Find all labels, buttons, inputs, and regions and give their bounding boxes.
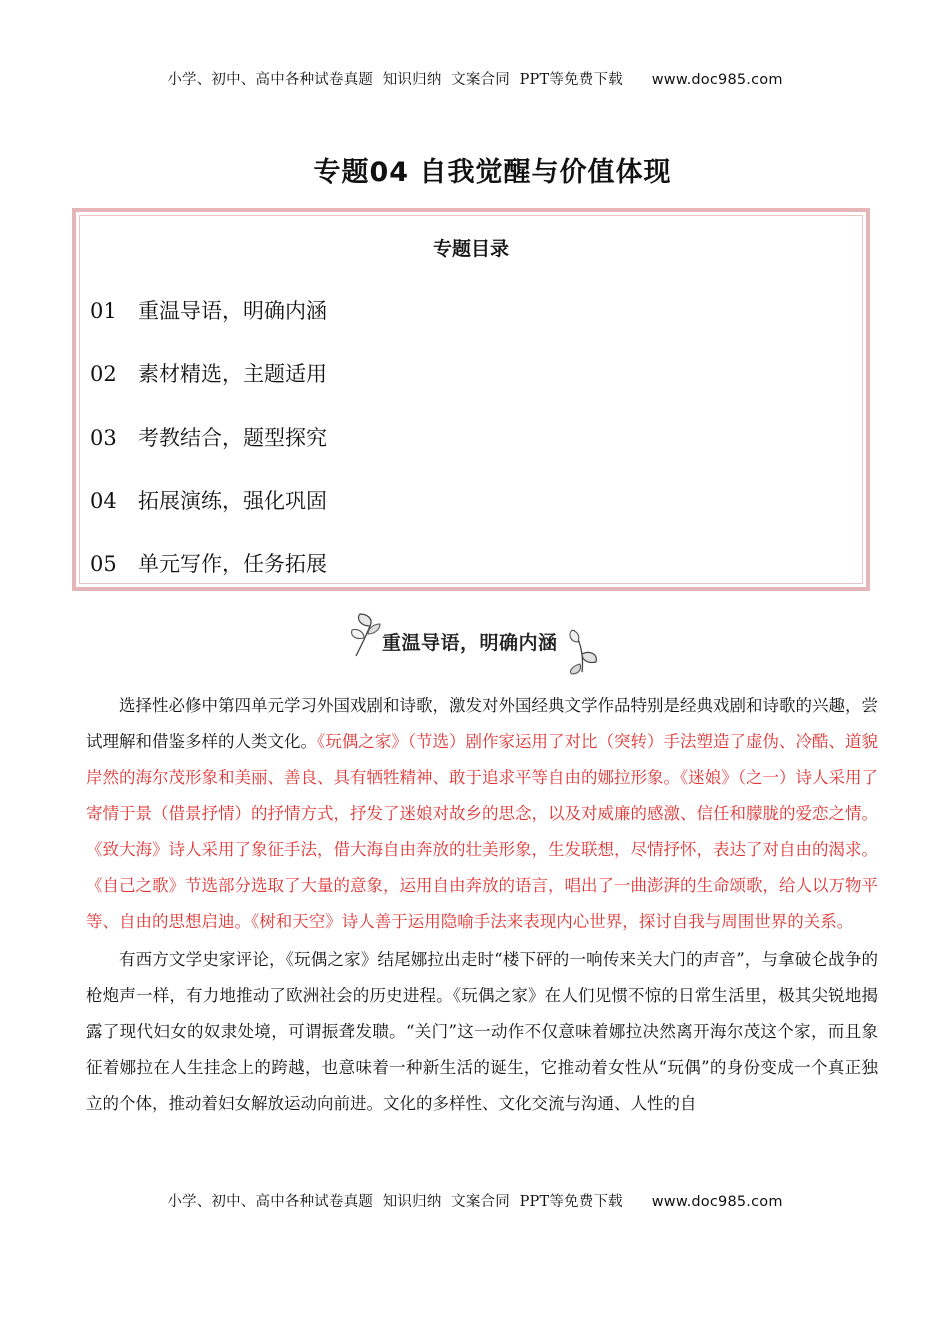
paragraph-highlight-text: 《玩偶之家》（节选）剧作家运用了对比（突转）手法塑造了虚伪、冷酷、道貌岸然的海尔茂形象和美丽、善良、具有牺牲精神、敢于追求平等自由的娜拉形象。《迷娘》（之一）诗人采用了寄情于景（借景抒情）的抒情方式，抒发了迷娘对故乡的思念，以及对威廉的感激、信任和朦胧的爱恋之情。《致大海》诗人采用了象征手法，借大海自由奔放的壮美形象，生发联想，尽情抒怀，表达了对自由的渴求。《自己之歌》节选部分选取了大量的意象，运用自由奔放的语言，唱出了一曲澎湃的生命颂歌，给人以万物平等、自由的思想启迪。《树和天空》诗人善于运用隐喻手法来表现内心世界，探讨自我与周围世界的关系。 xyxy=(86,732,878,931)
paragraph-analysis: 有西方文学史家评论，《玩偶之家》结尾娜拉出走时“楼下砰的一响传来关大门的声音”，与拿破仑战争的枪炮声一样，有力地推动了欧洲社会的历史进程。《玩偶之家》在人们见惯不惊的日常生活里，极其尖锐地揭露了现代妇女的奴隶处境，可谓振聋发聩。“关门”这一动作不仅意味着娜拉决然离开海尔茂这个家，而且象征着娜拉在人生挂念上的跨越，也意味着一种新生活的诞生，它推动着女性从“玩偶”的身份变成一个真正独立的个体，推动着妇女解放运动向前进。文化的多样性、文化交流与沟通、人性的自 xyxy=(86,950,878,1113)
section-banner-label: 重温导语，明确内涵 xyxy=(382,632,558,654)
flower-right-icon xyxy=(566,624,606,676)
page-title: 专题04 自我觉醒与价值体现 xyxy=(313,157,672,188)
toc-item-label: 单元写作，任务拓展 xyxy=(138,552,327,576)
toc-item-number: 05 xyxy=(90,552,117,576)
main-content xyxy=(86,688,878,1124)
toc-item-number: 02 xyxy=(90,362,117,386)
toc-item-05[interactable] xyxy=(90,549,327,579)
toc-heading: 专题目录 xyxy=(432,238,509,260)
section-banner xyxy=(348,610,608,670)
paragraph-intro xyxy=(86,688,878,940)
toc-item-number: 03 xyxy=(90,426,117,450)
footer-site-link[interactable]: www.doc985.com xyxy=(651,1194,783,1210)
header-text: 小学、初中、高中各种试卷真题 知识归纳 文案合同 PPT等免费下载 xyxy=(167,72,623,88)
toc-item-label: 素材精选，主题适用 xyxy=(138,362,327,386)
toc-item-03[interactable] xyxy=(90,423,327,453)
toc-box xyxy=(72,208,870,591)
paragraph-intro-text: 选择性必修中第四单元学习外国戏剧和诗歌，激发对外国经典文学作品特别是经典戏剧和诗歌的兴趣，尝试理解和借鉴多样的人类文化。 xyxy=(86,696,878,751)
toc-item-number: 04 xyxy=(90,489,117,513)
header-site-link[interactable]: www.doc985.com xyxy=(651,72,783,88)
page-header xyxy=(0,68,950,89)
toc-item-02[interactable] xyxy=(90,359,327,389)
toc-item-01[interactable] xyxy=(90,296,327,326)
toc-item-number: 01 xyxy=(90,299,117,323)
toc-item-label: 重温导语，明确内涵 xyxy=(138,299,327,323)
page-footer xyxy=(0,1190,950,1211)
toc-item-label: 考教结合，题型探究 xyxy=(138,426,327,450)
toc-item-label: 拓展演练，强化巩固 xyxy=(138,489,327,513)
footer-text: 小学、初中、高中各种试卷真题 知识归纳 文案合同 PPT等免费下载 xyxy=(167,1194,623,1210)
toc-item-04[interactable] xyxy=(90,486,327,516)
